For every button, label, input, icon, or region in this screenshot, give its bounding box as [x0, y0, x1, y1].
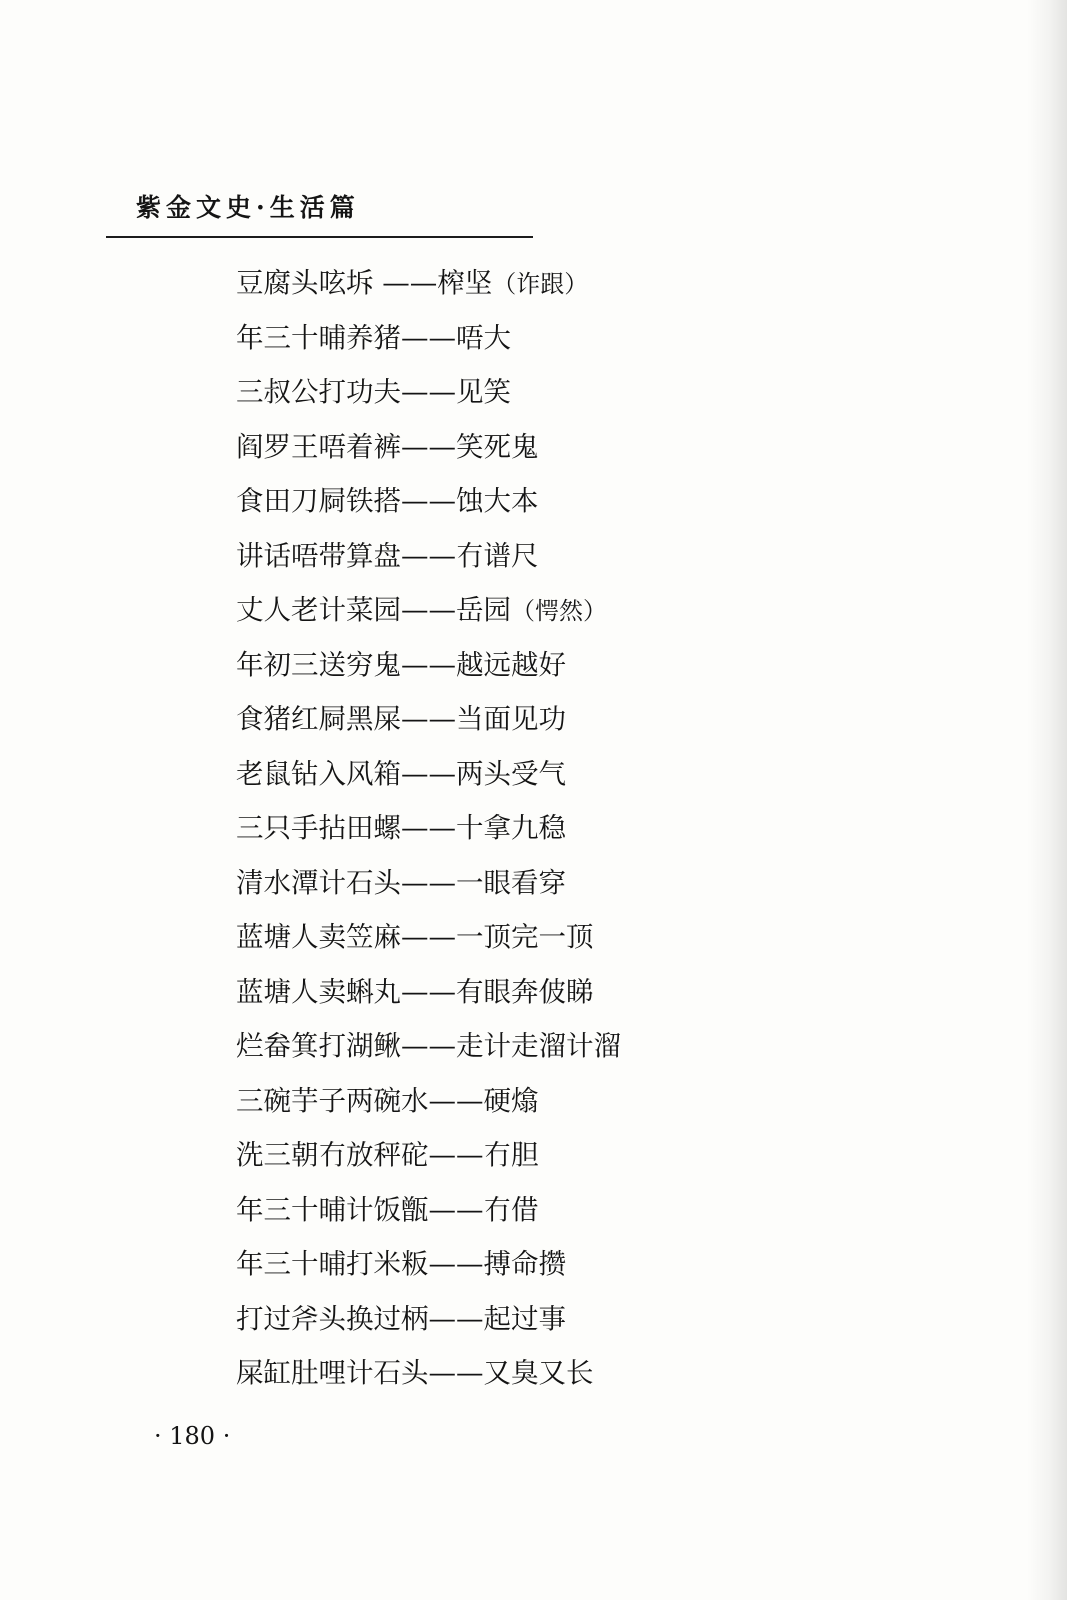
saying-riddle: 年三十晡打米粄 [236, 1248, 429, 1280]
saying-answer: 唔大 [456, 321, 511, 354]
saying-answer: 岳园 [456, 594, 511, 626]
saying-entry [236, 866, 621, 921]
saying-answer: 起过事 [483, 1302, 566, 1335]
running-header: 紫金文史·生活篇 [136, 193, 360, 222]
saying-riddle: 年三十晡计饭甑 [236, 1193, 429, 1226]
dash-separator: —— [401, 812, 456, 844]
saying-answer: 冇谱尺 [456, 539, 539, 572]
saying-entry [236, 1029, 621, 1084]
saying-answer: 又臭又长 [483, 1357, 594, 1389]
saying-note: （愕然） [511, 597, 607, 625]
saying-riddle: 三碗芋子两碗水 [236, 1084, 429, 1117]
dash-separator: —— [401, 594, 456, 626]
saying-answer: 一眼看穿 [456, 866, 566, 899]
saying-entry [236, 430, 621, 485]
saying-entry [236, 484, 621, 539]
saying-entry [236, 1302, 621, 1357]
saying-riddle: 年初三送穷鬼 [236, 648, 401, 681]
dash-separator: —— [401, 703, 456, 735]
saying-list [236, 266, 621, 1411]
dash-separator: —— [401, 485, 456, 517]
dash-separator: —— [401, 539, 456, 572]
saying-entry [236, 920, 621, 975]
saying-entry [236, 811, 621, 866]
dash-separator: —— [401, 866, 456, 899]
saying-riddle: 蓝塘人卖笠麻 [236, 921, 401, 953]
saying-answer: 两头受气 [456, 757, 566, 790]
dash-separator: —— [401, 1030, 456, 1062]
saying-entry [236, 539, 621, 594]
saying-entry [236, 1247, 621, 1302]
saying-entry [236, 266, 621, 321]
saying-answer: 榨坚 [437, 267, 493, 299]
saying-riddle: 讲话唔带算盘 [236, 539, 401, 572]
saying-riddle: 屎缸肚哩计石头 [236, 1357, 429, 1389]
saying-riddle: 三只手拈田螺 [236, 812, 401, 844]
saying-answer: 十拿九稳 [456, 812, 566, 844]
page-number: · 180 · [154, 1422, 231, 1450]
saying-riddle: 老鼠钻入风箱 [236, 757, 401, 790]
saying-riddle: 清水潭计石头 [236, 866, 401, 899]
saying-entry [236, 1138, 621, 1193]
saying-entry [236, 1193, 621, 1248]
saying-riddle: 食田刀屙铁搭 [236, 485, 401, 517]
dash-separator: —— [401, 648, 456, 681]
saying-riddle: 打过斧头换过柄 [236, 1302, 429, 1335]
saying-riddle: 豆腐头呟坼 [236, 267, 383, 299]
saying-entry [236, 593, 621, 648]
saying-entry [236, 757, 621, 812]
saying-note: （诈跟） [492, 270, 589, 298]
dash-separator: —— [428, 1084, 484, 1117]
dash-separator: —— [401, 430, 456, 463]
saying-riddle: 阎罗王唔着裤 [236, 430, 401, 463]
saying-answer: 越远越好 [456, 648, 566, 681]
saying-riddle: 年三十晡养猪 [236, 321, 401, 354]
saying-answer: 走计走溜计溜 [456, 1030, 621, 1062]
saying-answer: 冇胆 [483, 1139, 539, 1171]
dash-separator: —— [428, 1193, 484, 1226]
saying-entry [236, 1084, 621, 1139]
saying-entry [236, 375, 621, 430]
saying-answer: 有眼奔佊睇 [456, 975, 594, 1008]
saying-riddle: 洗三朝冇放秤砣 [236, 1139, 429, 1171]
header-rule [106, 236, 533, 238]
saying-answer: 硬熻 [483, 1084, 539, 1117]
saying-answer: 蚀大本 [456, 485, 539, 517]
dash-separator: —— [382, 267, 438, 299]
saying-answer: 见笑 [456, 376, 511, 408]
saying-entry [236, 321, 621, 376]
dash-separator: —— [401, 757, 456, 790]
dash-separator: —— [401, 321, 456, 354]
dash-separator: —— [428, 1248, 484, 1280]
saying-entry [236, 648, 621, 703]
page-edge-shadow [1027, 0, 1067, 1600]
saying-answer: 当面见功 [456, 703, 566, 735]
saying-answer: 冇借 [483, 1193, 539, 1226]
saying-riddle: 蓝塘人卖蝌丸 [236, 975, 401, 1008]
dash-separator: —— [401, 975, 456, 1008]
dash-separator: —— [428, 1139, 484, 1171]
dash-separator: —— [428, 1302, 484, 1335]
dash-separator: —— [401, 376, 456, 408]
saying-answer: 笑死鬼 [456, 430, 539, 463]
dash-separator: —— [428, 1357, 484, 1389]
saying-riddle: 食猪红屙黑屎 [236, 703, 401, 735]
saying-answer: 搏命攒 [483, 1248, 566, 1280]
saying-answer: 一顶完一顶 [456, 921, 594, 953]
saying-entry [236, 975, 621, 1030]
saying-riddle: 三叔公打功夫 [236, 376, 401, 408]
saying-entry [236, 1356, 621, 1411]
saying-entry [236, 702, 621, 757]
saying-riddle: 丈人老计菜园 [236, 594, 401, 626]
dash-separator: —— [401, 921, 456, 953]
saying-riddle: 烂畚箕打湖鳅 [236, 1030, 401, 1062]
